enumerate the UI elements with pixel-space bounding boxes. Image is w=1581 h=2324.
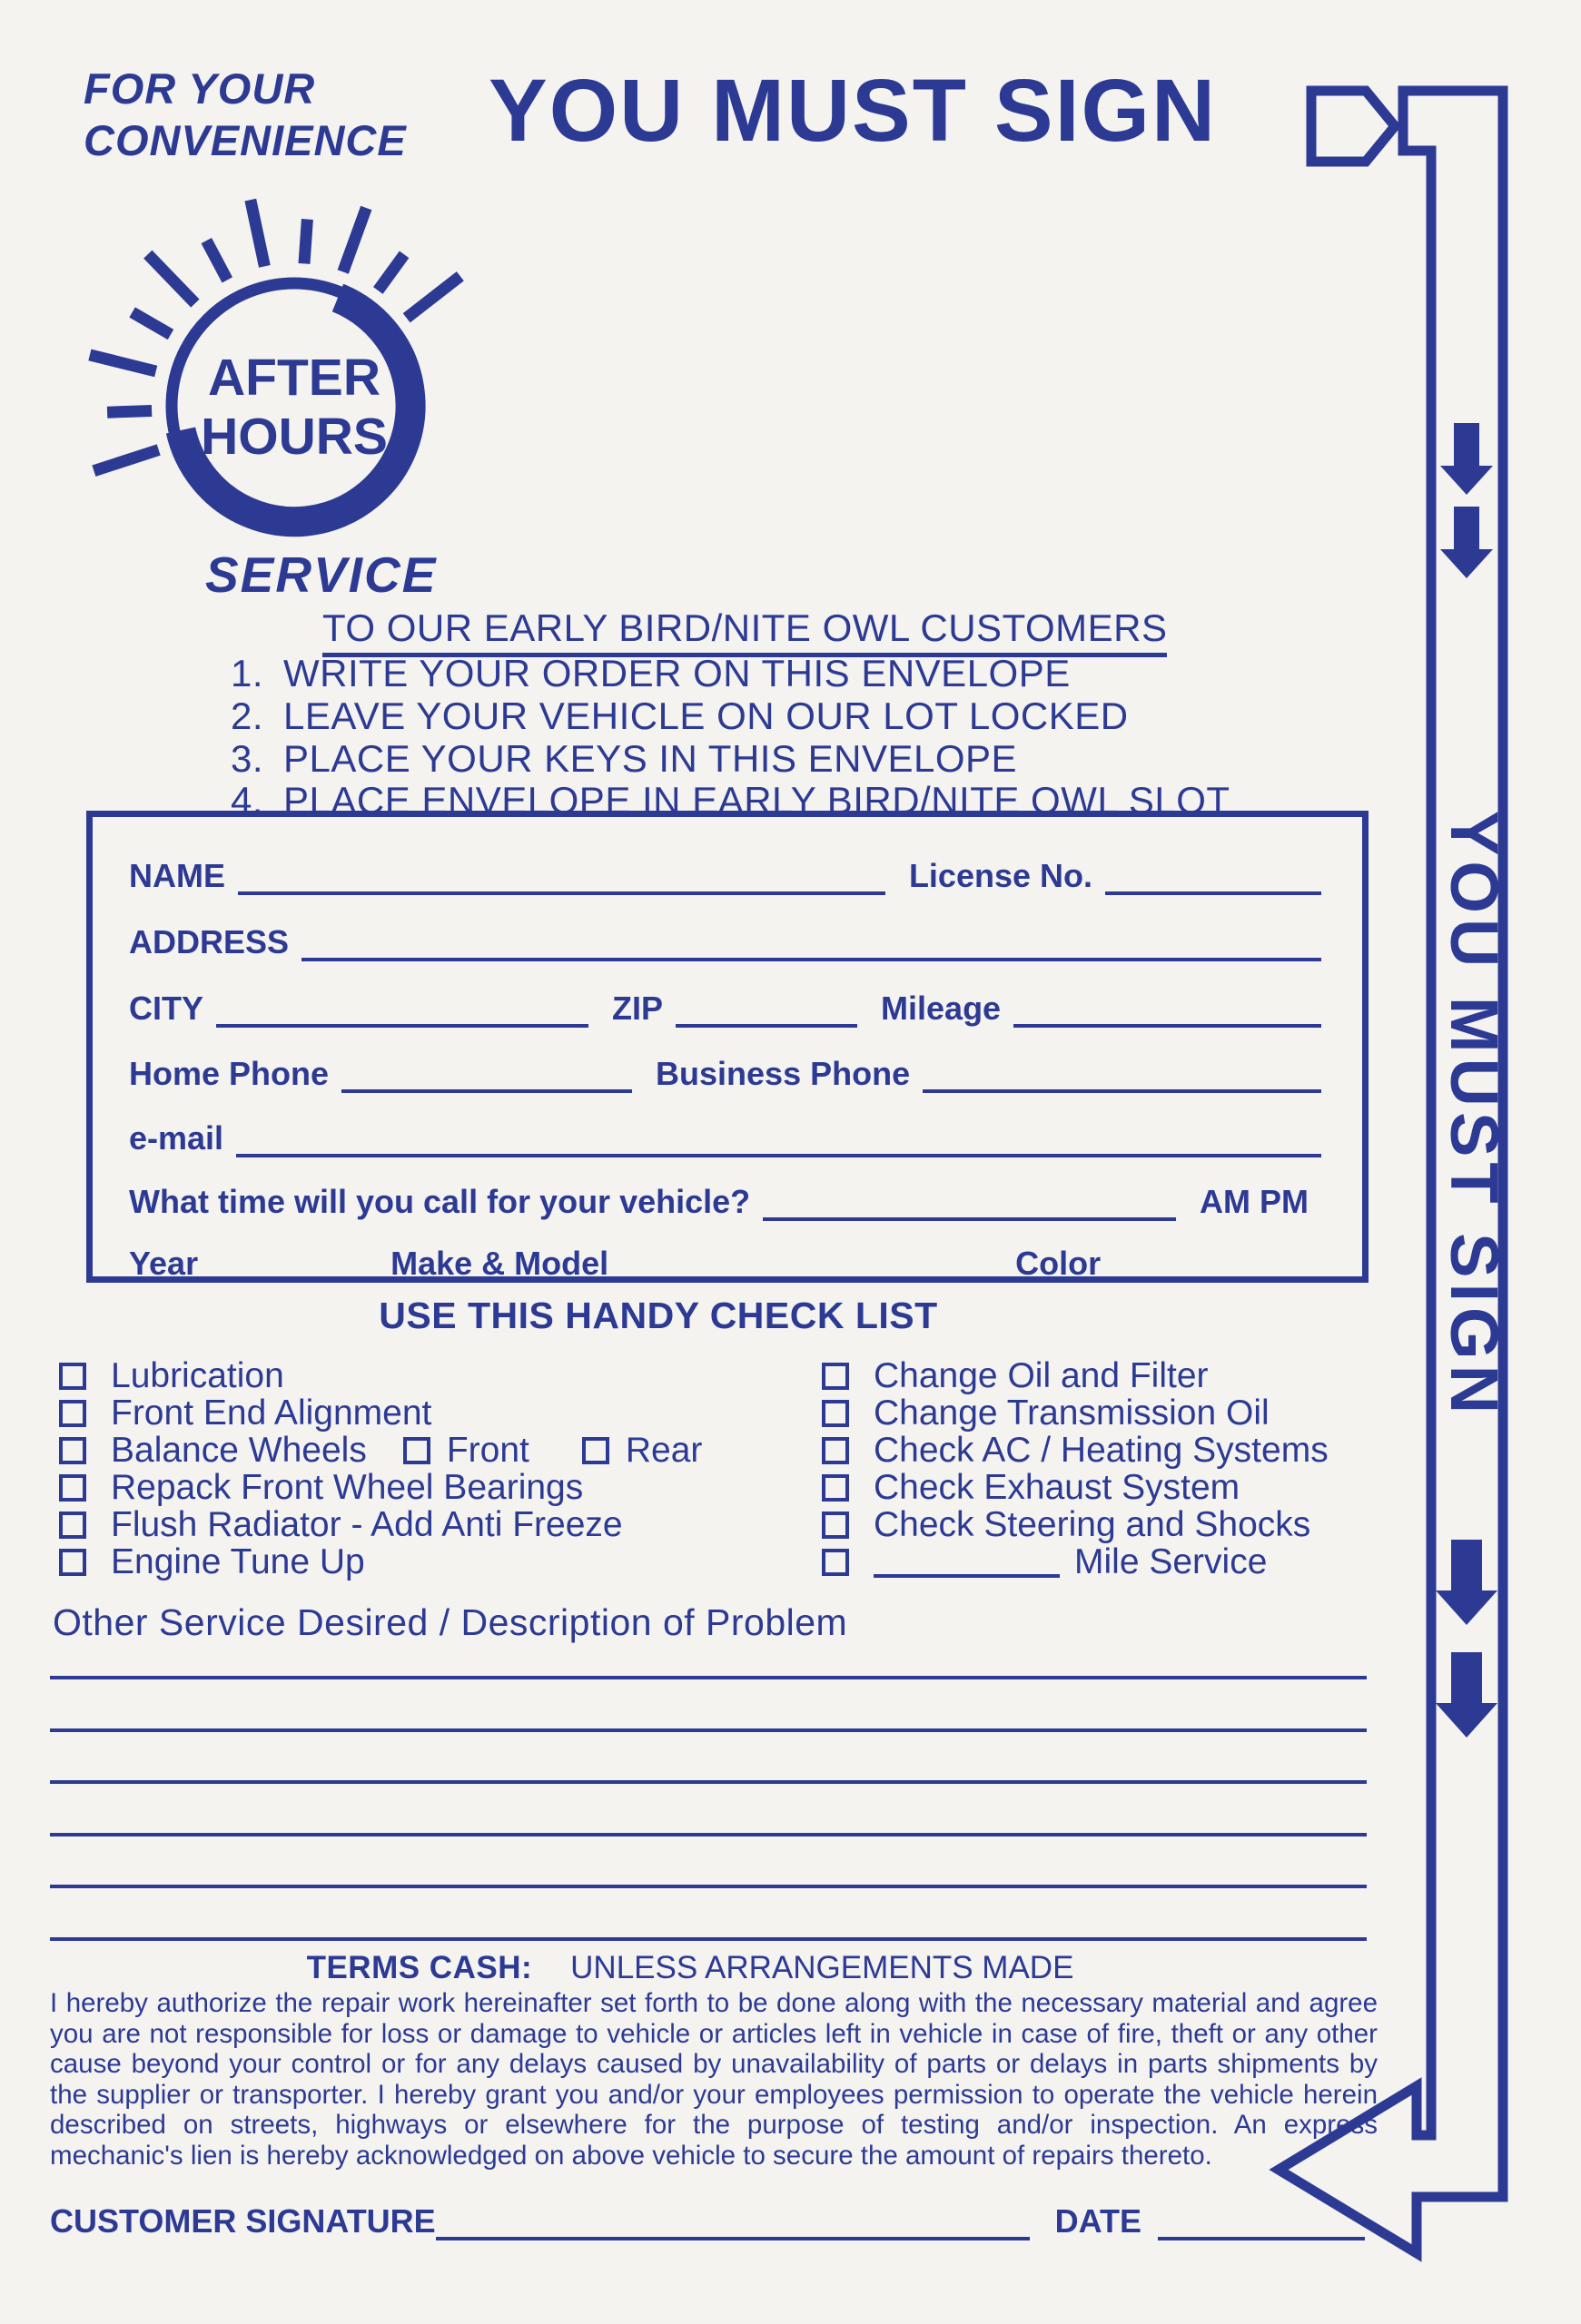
logo-hours-text: HOURS — [201, 408, 388, 466]
make-model-field[interactable] — [621, 1243, 992, 1283]
for-your-text: FOR YOUR — [84, 64, 316, 113]
sun-ray — [206, 241, 227, 280]
sun-ray — [133, 312, 171, 335]
early-bird-heading: TO OUR EARLY BIRD/NITE OWL CUSTOMERS — [322, 606, 1167, 657]
instruction-text: LEAVE YOUR VEHICLE ON OUR LOT LOCKED — [283, 694, 1129, 737]
customer-signature-label: CUSTOMER SIGNATURE — [50, 2202, 436, 2240]
checkbox[interactable] — [59, 1512, 86, 1539]
terms-unless-label: UNLESS ARRANGEMENTS MADE — [570, 1950, 1074, 1985]
instruction-item — [207, 737, 1017, 781]
mile-service-field[interactable] — [874, 1547, 1060, 1578]
checklist-item — [59, 1395, 431, 1432]
ruled-line[interactable] — [50, 1885, 1367, 1888]
checklist-label: Change Transmission Oil — [874, 1393, 1270, 1433]
instruction-text: PLACE ENVELOPE IN EARLY BIRD/NITE OWL SLOT — [283, 779, 1230, 822]
terms-heading — [0, 1950, 1380, 1986]
service-text: SERVICE — [205, 547, 438, 603]
checkbox[interactable] — [59, 1474, 86, 1502]
convenience-text: CONVENIENCE — [84, 116, 407, 164]
checklist-label: Change Oil and Filter — [874, 1356, 1209, 1395]
checkbox[interactable] — [822, 1549, 849, 1576]
checklist-item — [59, 1470, 583, 1506]
you-must-sign-headline: YOU MUST SIGN — [489, 61, 1218, 160]
logo-after-text: AFTER — [208, 349, 380, 407]
checkbox[interactable] — [822, 1400, 849, 1427]
ruled-line[interactable] — [50, 1780, 1367, 1784]
checklist-label: Rear — [625, 1431, 703, 1470]
checklist-label: Repack Front Wheel Bearings — [111, 1468, 584, 1507]
home-phone-field[interactable] — [341, 1053, 632, 1093]
down-arrow-icon — [1440, 423, 1493, 495]
checklist-label: Check Exhaust System — [874, 1468, 1240, 1507]
terms-cash-label: TERMS CASH: — [306, 1950, 533, 1985]
down-arrow-icon — [1436, 1652, 1497, 1738]
checkbox[interactable] — [59, 1363, 86, 1390]
signature-row — [50, 2199, 1365, 2240]
checklist-label: Check Steering and Shocks — [874, 1505, 1311, 1544]
date-label: DATE — [1054, 2202, 1141, 2240]
address-label: ADDRESS — [129, 923, 290, 960]
name-label: NAME — [129, 857, 225, 894]
business-phone-label: Business Phone — [656, 1055, 911, 1092]
pickup-time-field[interactable] — [763, 1181, 1176, 1221]
ruled-line[interactable] — [50, 1833, 1367, 1837]
color-label: Color — [1015, 1245, 1102, 1282]
checklist-item — [822, 1433, 1329, 1469]
am-pm-label[interactable]: AM PM — [1200, 1183, 1309, 1220]
sun-ray — [304, 220, 307, 264]
sidebar-vertical-text: YOU MUST SIGN — [1437, 811, 1512, 1420]
checklist-item — [822, 1544, 1267, 1581]
checkbox-rear[interactable] — [582, 1437, 609, 1464]
date-field[interactable] — [1158, 2201, 1365, 2240]
instruction-number: 4. — [230, 779, 263, 822]
checklist-item — [822, 1470, 1240, 1506]
checklist-item — [59, 1433, 702, 1469]
checklist-label: Front End Alignment — [111, 1393, 432, 1433]
right-arrow-outline-icon — [1311, 91, 1395, 162]
checkbox[interactable] — [822, 1512, 849, 1539]
ruled-line[interactable] — [50, 1728, 1367, 1732]
instruction-number: 3. — [230, 737, 263, 780]
checklist-heading: USE THIS HANDY CHECK LIST — [379, 1295, 938, 1336]
home-phone-label: Home Phone — [129, 1055, 330, 1092]
email-label: e-mail — [129, 1119, 224, 1157]
instruction-item — [207, 694, 1129, 738]
checkbox[interactable] — [59, 1437, 86, 1464]
instruction-number: 1. — [230, 652, 263, 694]
checkbox[interactable] — [822, 1474, 849, 1502]
checklist-label: Balance Wheels — [111, 1431, 367, 1470]
checkbox[interactable] — [822, 1363, 849, 1390]
checkbox-front[interactable] — [403, 1437, 430, 1464]
after-hours-logo — [56, 174, 501, 606]
checklist-item — [822, 1507, 1310, 1543]
mileage-label: Mileage — [881, 990, 1002, 1027]
ruled-line[interactable] — [50, 1937, 1367, 1941]
zip-field[interactable] — [676, 988, 857, 1028]
business-phone-field[interactable] — [923, 1053, 1321, 1093]
sun-ray — [343, 208, 367, 272]
down-arrow-icon — [1436, 1540, 1497, 1625]
sun-ray — [94, 450, 158, 471]
instruction-item — [207, 652, 1071, 695]
other-service-label: Other Service Desired / Description of Problem — [53, 1601, 848, 1643]
address-field[interactable] — [301, 921, 1321, 961]
make-model-label: Make & Model — [390, 1245, 609, 1282]
email-field[interactable] — [236, 1118, 1321, 1157]
checklist-item — [59, 1544, 365, 1581]
checkbox[interactable] — [822, 1437, 849, 1464]
instruction-text: PLACE YOUR KEYS IN THIS ENVELOPE — [283, 737, 1018, 780]
city-field[interactable] — [216, 988, 588, 1028]
checklist-item — [822, 1395, 1270, 1432]
down-arrow-icon — [1440, 507, 1493, 578]
pickup-time-label: What time will you call for your vehicle? — [129, 1183, 751, 1220]
terms-paragraph: I hereby authorize the repair work hereinafter set forth to be done along with the necessary material and agree you are not responsible for loss or damage to vehicle or articles left in vehicle in case of fire, theft or any other cause beyond your control or for any delays caused by unavailability of parts or delays in parts shipments by the supplier or transporter. I hereby grant you and/or your employees permission to operate the vehicle herein described on streets, highways or elsewhere for the purpose of testing and/or inspection. An express mechanic's lien is hereby acknowledged on above vehicle to secure the amount of repairs thereto. — [50, 1988, 1378, 2171]
customer-info-box — [86, 811, 1369, 1283]
name-field[interactable] — [238, 855, 885, 895]
instruction-number: 2. — [230, 694, 263, 737]
city-label: CITY — [129, 990, 204, 1027]
checklist-label: Check AC / Heating Systems — [874, 1431, 1329, 1470]
checklist-item — [822, 1358, 1209, 1394]
checklist-label: Mile Service — [1074, 1542, 1268, 1581]
instruction-text: WRITE YOUR ORDER ON THIS ENVELOPE — [283, 652, 1071, 694]
color-field[interactable] — [1113, 1243, 1321, 1283]
checklist-item — [59, 1507, 623, 1543]
sun-ray — [378, 254, 404, 290]
mileage-field[interactable] — [1013, 988, 1321, 1028]
checklist-label: Engine Tune Up — [111, 1542, 365, 1581]
license-field[interactable] — [1105, 855, 1321, 895]
sun-ray — [107, 411, 152, 413]
sun-ray — [90, 355, 156, 371]
sun-ray — [148, 254, 195, 303]
checkbox[interactable] — [59, 1549, 86, 1576]
zip-label: ZIP — [612, 990, 664, 1027]
license-label: License No. — [908, 857, 1092, 894]
checklist-label: Lubrication — [111, 1356, 284, 1395]
year-label: Year — [129, 1245, 199, 1282]
year-field[interactable] — [211, 1243, 367, 1283]
checklist-label: Flush Radiator - Add Anti Freeze — [111, 1505, 623, 1544]
checklist-label: Front — [446, 1431, 529, 1470]
checkbox[interactable] — [59, 1400, 86, 1427]
ruled-line[interactable] — [50, 1676, 1367, 1679]
checklist-item — [59, 1358, 284, 1394]
sun-ray — [251, 200, 265, 266]
sun-ray — [407, 276, 460, 318]
customer-signature-field[interactable] — [436, 2201, 1030, 2240]
